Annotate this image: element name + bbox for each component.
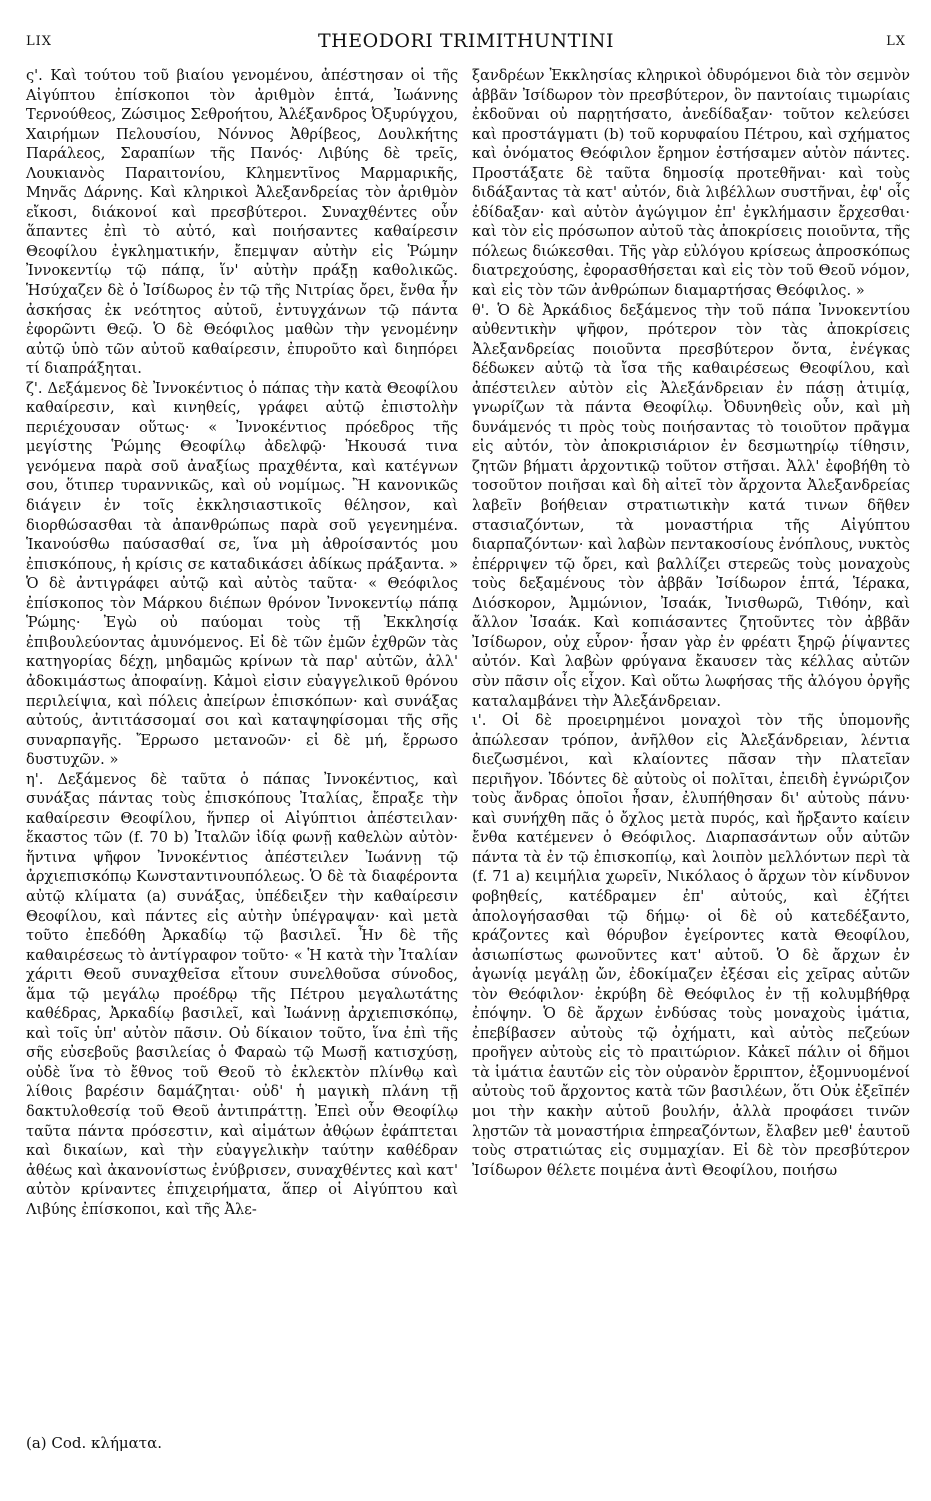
paragraph-10: ι'. Οἱ δὲ προειρημένοι μοναχοὶ τὸν τῆς ὑπομονῆς ἀπώλεσαν τρόπον, ἀνῆλθον εἰς Ἀλεξάνδρειαν, λέντια διεζωσμένοι, καὶ κλαίοντες πᾶσαν τὴν πλατεῖαν περιῆγον. Ἰδόντες δὲ αὐτοὺς οἱ πολῖται, ἐπειδὴ ἐγνώριζον τοὺς ἄνδρας ὁποῖοι ἦσαν, ἐλυπήθησαν δι' αὐτοὺς πάνυ· καὶ συνήχθη πᾶς ὁ ὄχλος μετὰ πυρός, καὶ ἤρξαντο καίειν ἔνθα κατέμενεν ὁ Θεόφιλος. Διαρπασάντων οὖν αὐτῶν πάντα τὰ ἐν τῷ ἐπισκοπίῳ, καὶ λοιπὸν μελλόντων περὶ τὰ (f. 71 a) κειμήλια χωρεῖν, Νικόλαος ὁ ἄρχων τὸν κίνδυνον φοβηθείς, κατέδραμεν ἐπ' αὐτούς, καὶ ἐζήτει ἀπολογήσασθαι τῷ δήμῳ· οἱ δὲ οὐ κατεδέξαντο, κράζοντες καὶ θόρυβον ἐγείροντες κατὰ Θεοφίλου, ἀσιωπίστως φωνοῦντες κατ' αὐτοῦ. Ὁ δὲ ἄρχων ἐν ἀγωνίᾳ μεγάλῃ ὤν, ἐδοκίμαζεν ἐξέσαι εἰς χεῖρας αὐτῶν τὸν Θεόφιλον· ἐκρύβη δὲ Θεόφιλος ἐν τῇ κολυμβήθρᾳ ἐπόψην. Ὁ δὲ ἄρχων ἐνδύσας τοὺς μοναχοὺς ἱμάτια, ἐπεβίβασεν αὐτοὺς τῷ ὀχήματι, καὶ αὐτὸς πεζεύων προῆγεν αὐτοὺς εἰς τὸ πραιτώριον. Κἀκεῖ πάλιν οἱ δῆμοι τὰ ἱμάτια ἑαυτῶν εἰς τὸν οὐρανὸν ἔρριπτον, ἐξομνυομένοί αὐτοὺς τοῦ ἄρχοντος κατὰ τῶν βασιλέων, ὅτι Οὐκ ἐξεῖπέν μοι τὴν κακὴν αὐτοῦ βουλήν, ἀλλὰ προφάσει τινῶν λῃστῶν τὰ μοναστήρια ἐπηρεαζόντων, ἔλαβεν μεθ' ἑαυτοῦ τοὺς στρατιώτας εἰς συμμαχίαν. Εἰ δὲ τὸν πρεσβύτερον Ἰσίδωρον θέλετε ποιμένα ἀντὶ Θεοφίλου, ποιήσω xyxy=(472,712,910,1179)
footnote: (a) Cod. κλήματα. xyxy=(26,1434,163,1452)
paragraph-9: θ'. Ὁ δὲ Ἀρκάδιος δεξάμενος τὴν τοῦ πάπα Ἰννοκεντίου αὐθεντικὴν ψῆφον, πρότερον τὸν τὰς ἀποκρίσεις Ἀλεξανδρείας ποιοῦντα πρεσβύτερον ὄντα, ἐνέγκας δέδωκεν αὐτῷ τὰ ἴσα τῆς καθαιρέσεως Θεοφίλου, καὶ ἀπέστειλεν αὐτὸν εἰς Ἀλεξάνδρειαν ἐν πάσῃ ἀτιμίᾳ, γνωρίζων τὰ πάντα Θεοφίλῳ. Ὀδυνηθεὶς οὖν, καὶ μὴ δυνάμενός τι πρὸς τοὺς ποιήσαντας τὸ τοιοῦτον πρᾶγμα εἰς αὐτόν, τὸν ἀποκρισιάριον ἐν δεσμωτηρίῳ τίθησιν, ζητῶν βήματι ἀρχοντικῷ τοῦτον στῆσαι. Ἀλλ' ἐφοβήθη τὸ τοσοῦτον ποιῆσαι καὶ δὴ αἰτεῖ τὸν ἄρχοντα Ἀλεξανδρείας λαβεῖν βοήθειαν στρατιωτικὴν κατά τινων δῆθεν στασιαζόντων, τὰ μοναστήρια τῆς Αἰγύπτου διαρπαζόντων· καὶ λαβὼν πεντακοσίους ἐνόπλους, νυκτὸς ἐπέρριψεν τῷ ὄρει, καὶ βαλλίζει στερεῶς τοὺς μοναχοὺς τοὺς δεξαμένους τὸν ἀββᾶν Ἰσίδωρον ἑπτά, Ἱέρακα, Διόσκορον, Ἀμμώνιον, Ἰσαάκ, Ἰνισθωρῶ, Τιθόην, καὶ ἄλλον Ἰσαάκ. Καὶ κοπιάσαντες ζητοῦντες τὸν ἀββᾶν Ἰσίδωρον, οὐχ εὗρον· ἦσαν γὰρ ἐν φρέατι ξηρῷ ῥίψαντες αὐτόν. Καὶ λαβὼν φρύγανα ἔκαυσεν τὰς κέλλας αὐτῶν σὺν πᾶσιν οἷς εἶχον. Καὶ οὕτω λωφήσας τῆς ἀλόγου ὀργῆς καταλαμβάνει τὴν Ἀλεξάνδρειαν. xyxy=(472,301,910,710)
paragraph-7: ζ'. Δεξάμενος δὲ Ἰννοκέντιος ὁ πάπας τὴν κατὰ Θεοφίλου καθαίρεσιν, καὶ κινηθείς, γράφει αὐτῷ ἐπιστολὴν περιέχουσαν οὕτως· « Ἰννοκέντιος πρόεδρος τῆς μεγίστης Ῥώμης Θεοφίλῳ ἀδελφῷ· Ἠκουσά τινα γενόμενα παρὰ σοῦ ἀναξίως πραχθέντα, καὶ κατέγνων σου, ὅτιπερ τυραννικῶς, καὶ οὐ νομίμως. Ἢ κανονικῶς διάγειν ἐν τοῖς ἐκκλησιαστικοῖς θέλησον, καὶ διορθώσασθαι τὰ ἀπανθρώπως παρὰ σοῦ γεγενημένα. Ἱκανούσθω παύσασθαί σε, ἵνα μὴ ἀθροίσαντός μου ἐπισκόπους, ἡ κρίσις σε καταδικάσει ἀδίκως πράξαντα. » Ὁ δὲ ἀντιγράφει αὐτῷ καὶ αὐτὸς ταῦτα· « Θεόφιλος ἐπίσκοπος τὸν Μάρκου διέπων θρόνον Ἰννοκεντίῳ πάπᾳ Ῥώμης· Ἐγὼ οὐ παύομαι τοὺς τῇ Ἐκκλησίᾳ ἐπιβουλεύοντας ἀμυνόμενος. Εἰ δὲ τῶν ἐμῶν ἐχθρῶν τὰς κατηγορίας δέχῃ, μηδαμῶς κρίνων τὰ παρ' αὐτῶν, ἀλλ' ἀδοκιμάστως ἀποφαίνῃ. Κἀμοὶ εἰσιν εὐαγγελικοῦ θρόνου περιλείψια, καὶ πόλεις ἀπείρων ἐπισκόπων· καὶ συνάξας αὐτούς, ἀντιτάσσομαί σοι καὶ καταψηφίσομαι τῆς σῆς συναρπαγῆς. Ἔρρωσο μετανοῶν· εἰ δὲ μή, ἔρρωσο δυστυχῶν. » xyxy=(26,379,458,769)
page-header xyxy=(26,30,906,64)
paragraph-6: ς'. Καὶ τούτου τοῦ βιαίου γενομένου, ἀπέστησαν οἱ τῆς Αἰγύπτου ἐπίσκοποι τὸν ἀριθμὸν ἑπτά, Ἰωάννης Τερνούθεος, Ζώσιμος Σεθροήτου, Ἀλέξανδρος Ὀξυρύγχου, Χαιρήμων Πελουσίου, Νόννος Ἀθρίβεος, Δουλκήτης Παράλεος, Σαραπίων τῆς Πανός· Λιβύης δὲ τρεῖς, Λουκιανὸς Παραιτονίου, Κλημεντῖνος Μαρμαρικῆς, Μηνᾶς Δάρνης. Καὶ κληρικοὶ Ἀλεξανδρείας τὸν ἀριθμὸν εἴκοσι, διάκονοί καὶ πρεσβύτεροι. Συναχθέντες οὖν ἅπαντες ἐπὶ τὸ αὐτό, καὶ ποιήσαντες καθαίρεσιν Θεοφίλου ἐγκληματικήν, ἔπεμψαν αὐτὴν εἰς Ῥώμην Ἰννοκεντίῳ τῷ πάπᾳ, ἵν' αὐτὴν πράξῃ καθολικῶς. Ἡσύχαζεν δὲ ὁ Ἰσίδωρος ἐν τῷ τῆς Νιτρίας ὄρει, ἔνθα ἦν ἀσκήσας ἐκ νεότητος αὐτοῦ, ἐντυγχάνων τῷ πάντα ἐφορῶντι Θεῷ. Ὁ δὲ Θεόφιλος μαθὼν τὴν γενομένην αὐτῷ ὑπὸ τῶν αὐτοῦ καθαίρεσιν, ἐπυροῦτο καὶ διηπόρει τί διαπράξηται. xyxy=(26,67,458,378)
running-title: THEODORI TRIMITHUNTINI xyxy=(318,30,614,52)
right-page-number: LX xyxy=(886,34,906,49)
paragraph-8: η'. Δεξάμενος δὲ ταῦτα ὁ πάπας Ἰννοκέντιος, καὶ συνάξας πάντας τοὺς ἐπισκόπους Ἰταλίας, ἔπραξε τὴν καθαίρεσιν Θεοφίλου, ἥνπερ οἱ Αἰγύπτιοι ἀπέστειλαν· ἕκαστος τῶν (f. 70 b) Ἰταλῶν ἰδίᾳ φωνῇ καθελὼν αὐτὸν· ἥντινα ψῆφον Ἰννοκέντιος ἀπέστειλεν Ἰωάννῃ τῷ ἀρχιεπισκόπῳ Κωνσταντινουπόλεως. Ὁ δὲ τὰ διαφέροντα αὐτῷ κλίματα (a) συνάξας, ὑπέδειξεν τὴν καθαίρεσιν Θεοφίλου, καὶ πάντες εἰς αὐτὴν ὑπέγραψαν· καὶ μετὰ τοῦτο ἐπεδόθη Ἀρκαδίῳ τῷ βασιλεῖ. Ἦν δὲ τῆς καθαιρέσεως τὸ ἀντίγραφον τοῦτο· « Ἡ κατὰ τὴν Ἰταλίαν χάριτι Θεοῦ συναχθεῖσα εἴτουν συνελθοῦσα σύνοδος, ἅμα τῷ μεγάλῳ προέδρῳ τῆς Πέτρου μεγαλωτάτης καθέδρας, Ἀρκαδίῳ βασιλεῖ, καὶ Ἰωάννῃ ἀρχιεπισκόπῳ, καὶ τοῖς ὑπ' αὐτὸν πᾶσιν. Οὐ δίκαιον τοῦτο, ἵνα ἐπὶ τῆς σῆς εὐσεβοῦς βασιλείας ὁ Φαραὼ τῷ Μωσῇ κατισχύσῃ, οὐδὲ ἵνα τὸ ἔθνος τοῦ Θεοῦ τὸ ἐκλεκτὸν πλίνθῳ καὶ λίθοις βαρέσιν δαμάζηται· οὐδ' ἡ μαγικὴ πλάνη τῇ δακτυλοθεσίᾳ τοῦ Θεοῦ ἀντιπράττῃ. Ἐπεὶ οὖν Θεοφίλῳ ταῦτα πάντα πρόσεστιν, καὶ αἱμάτων ἀθῴων ἐφάπτεται καὶ δικαίων, καὶ τὴν εὐαγγελικὴν ταύτην καθέδραν ἀθέως καὶ ἀκανονίστως ἐνύβρισεν, συναχθέντες καὶ κατ' αὐτὸν κρίναντες ἐπιχειρήματα, ἅπερ οἱ Αἰγύπτου καὶ Λιβύης ἐπίσκοποι, καὶ τῆς Ἀλε- xyxy=(26,770,458,1218)
right-column xyxy=(472,66,910,1180)
left-column xyxy=(26,66,458,1219)
left-page-number: LIX xyxy=(26,34,53,49)
paragraph-8-continued: ξανδρέων Ἐκκλησίας κληρικοὶ ὀδυρόμενοι διὰ τὸν σεμνὸν ἀββᾶν Ἰσίδωρον τὸν πρεσβύτερον, ὃν παντοίαις τιμωρίαις ἐκδοῦναι οὐ παρῃτήσατο, ἀνεδίδαξαν· τοῦτον κελεύσει καὶ προστάγματι (b) τοῦ κορυφαίου Πέτρου, καὶ σχήματος καὶ ὀνόματος Θεόφιλον ἔρημον ἐστήσαμεν αὐτὸν πάντες. Προστάξατε δὲ ταῦτα δημοσίᾳ προτεθῆναι· καὶ τοὺς διδάξαντας τὰ κατ' αὐτόν, διὰ λιβέλλων συστῆναι, ἐφ' οἷς ἐδίδαξαν· καὶ αὐτὸν ἀγώγιμον ἐπ' ἐγκλήμασιν ἔρχεσθαι· καὶ τὸν εἰς πρόσωπον αὐτοῦ τὰς ἀποκρίσεις ποιοῦντα, τῆς πόλεως διώκεσθαι. Τῆς γὰρ εὐλόγου κρίσεως ἀπροσκόπως διατρεχούσης, ἐφορασθήσεται καὶ εἰς τὸν τοῦ Θεοῦ νόμον, καὶ εἰς τὸν τῶν ἀνθρώπων διαμαρτήσας Θεόφιλος. » xyxy=(472,67,910,300)
